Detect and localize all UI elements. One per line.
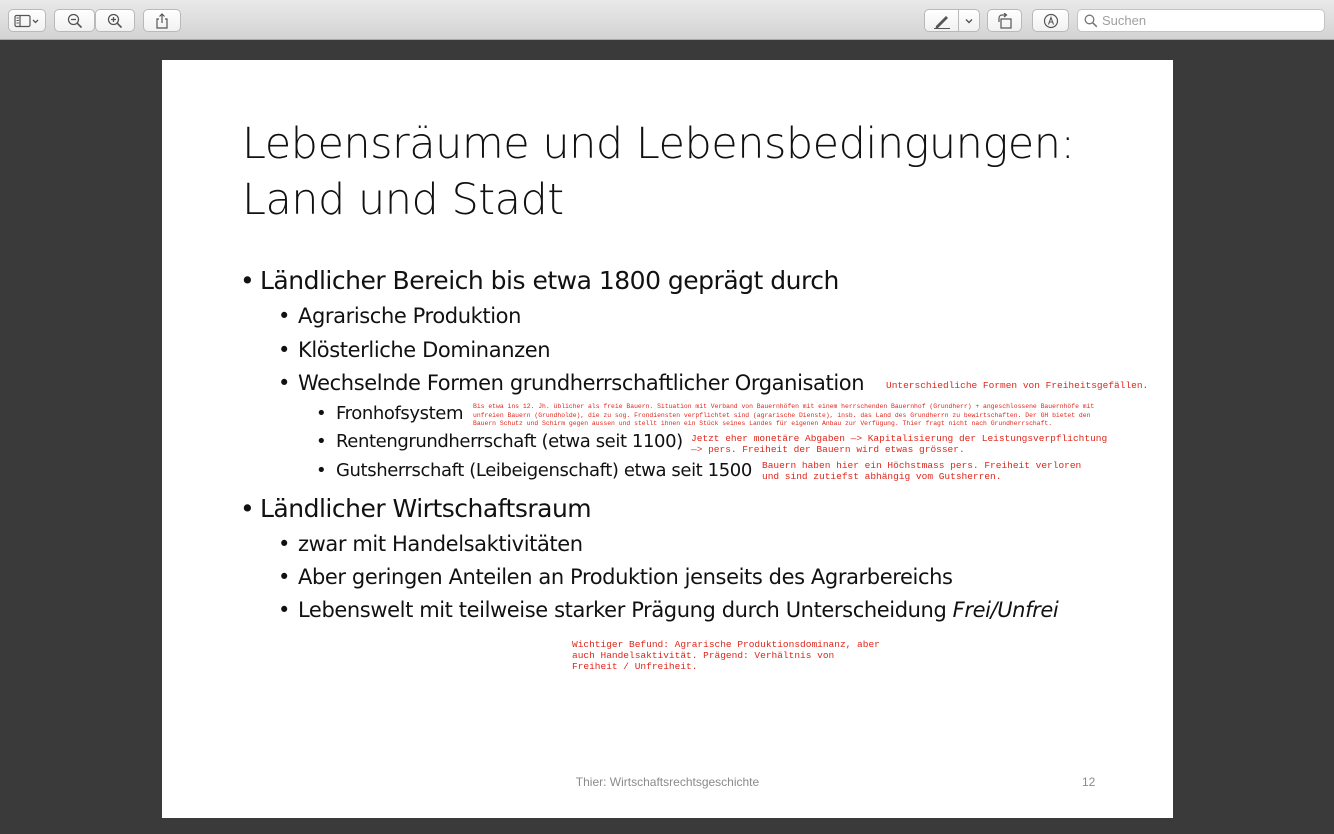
bullet-dot: • <box>240 266 255 295</box>
bullet-dot: • <box>316 431 327 452</box>
bullet-text: Wechselnde Formen grundherrschaftlicher Organisation <box>298 371 865 395</box>
annotation-note: Bauern haben hier ein Höchstmass pers. Freiheit verloren und sind zutiefst abhängig vom Gutsherren. <box>762 460 1082 482</box>
page-number: 12 <box>1082 775 1096 789</box>
bullet-text: Ländlicher Bereich bis etwa 1800 geprägt durch <box>260 266 839 295</box>
annotate-button[interactable] <box>1032 9 1069 32</box>
rotate-button[interactable] <box>987 9 1022 32</box>
slide-footer: Thier: Wirtschaftsrechtsgeschichte <box>575 775 760 789</box>
sidebar-icon <box>14 14 40 28</box>
bullet-dot: • <box>278 598 290 622</box>
pen-icon <box>933 13 951 29</box>
toolbar <box>0 0 1334 40</box>
search-icon <box>1084 14 1098 28</box>
search-input[interactable] <box>1102 13 1317 28</box>
rotate-icon <box>996 13 1014 29</box>
markup-circle-icon <box>1043 13 1059 29</box>
italic-term: Frei/Unfrei <box>952 598 1059 622</box>
markup-menu-button[interactable] <box>958 9 980 32</box>
bullet-text: Rentengrundherrschaft (etwa seit 1100) <box>336 431 683 452</box>
annotation-note: Wichtiger Befund: Agrarische Produktionsdominanz, aber auch Handelsaktivität. Prägend: Verhältnis von Freiheit / Unfreiheit. <box>572 639 880 672</box>
bullet-dot: • <box>278 371 290 395</box>
title-line-2: Land und Stadt <box>242 175 564 225</box>
zoom-in-button[interactable] <box>95 9 135 32</box>
share-button[interactable] <box>143 9 181 32</box>
bullet-text: Fronhofsystem <box>336 403 464 424</box>
annotation-note: Jetzt eher monetäre Abgaben —> Kapitalisierung der Leistungsverpflichtung —> pers. Freiheit der Bauern wird etwas grösser. <box>691 433 1108 455</box>
sidebar-toggle-button[interactable] <box>8 9 46 32</box>
annotation-note: Unterschiedliche Formen von Freiheitsgefällen. <box>886 380 1149 391</box>
bullet-dot: • <box>278 338 290 362</box>
share-icon <box>155 13 169 29</box>
bullet-dot: • <box>278 304 290 328</box>
zoom-in-icon <box>107 13 123 29</box>
bullet-text: Agrarische Produktion <box>298 304 522 328</box>
bullet-dot: • <box>278 565 290 589</box>
bullet-text: Klösterliche Dominanzen <box>298 338 551 362</box>
search-field[interactable] <box>1077 9 1325 32</box>
bullet-text: Gutsherrschaft (Leibeigenschaft) etwa seit 1500 <box>336 460 752 481</box>
document-page <box>162 60 1173 818</box>
title-line-1: Lebensräume und Lebensbedingungen: <box>242 119 1075 169</box>
bullet-dot: • <box>278 532 290 556</box>
bullet-dot: • <box>316 403 327 424</box>
slide-title <box>242 116 1142 228</box>
bullet-text-frei-unfrei <box>298 598 1058 622</box>
zoom-out-button[interactable] <box>54 9 95 32</box>
bullet-text: Ländlicher Wirtschaftsraum <box>260 494 592 523</box>
bullet-dot: • <box>240 494 255 523</box>
chevron-down-icon <box>964 17 974 25</box>
bullet-text: Lebenswelt mit teilweise starker Prägung durch Unterscheidung <box>298 598 953 622</box>
bullet-text: zwar mit Handelsaktivitäten <box>298 532 583 556</box>
bullet-dot: • <box>316 460 327 481</box>
annotation-note: Bis etwa ins 12. Jh. üblicher als freie Bauern. Situation mit Verband von Bauernhöfen mit einem herrschenden Bauernhof (Grundherr) + angeschlossene Bauernhöfe mit unfreien Bauern (Grundholde), die zu sog. Frondiensten verpflichtet sind (agrarische Dienste), insb. das Land des Grundherrn zu bewirtschaften. Der GH bietet den Bauern Schutz und Schirm gegen aussen und stellt ihnen ein Stück seines Landes für eigenen Anbau zur Verfügung. Thier fragt nicht nach Grundherrschaft. <box>473 403 1095 428</box>
markup-pen-button[interactable] <box>924 9 959 32</box>
bullet-text: Aber geringen Anteilen an Produktion jenseits des Agrarbereichs <box>298 565 953 589</box>
zoom-out-icon <box>67 13 83 29</box>
